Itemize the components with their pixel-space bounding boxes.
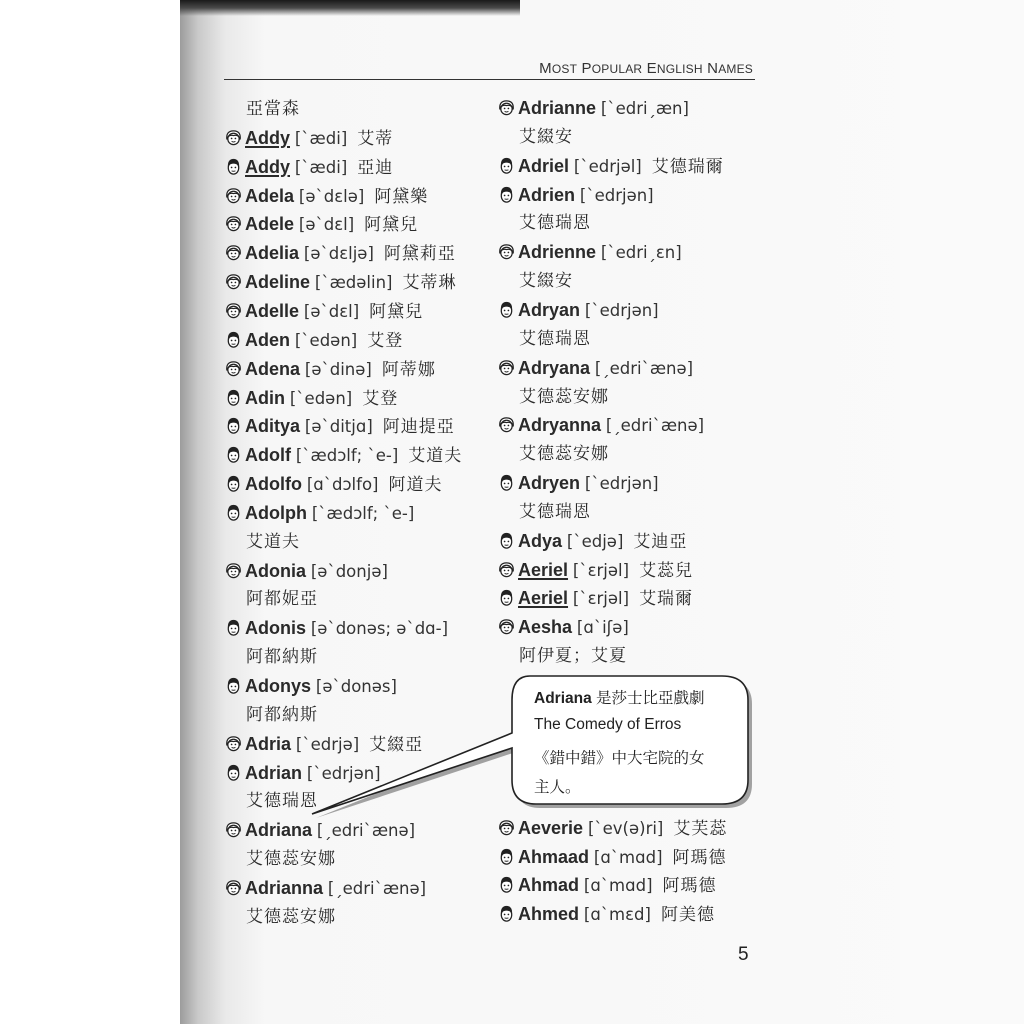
entry-name: Adena: [245, 358, 301, 379]
pronunciation: [əˋdonəs; əˋdɑ-]: [310, 619, 449, 639]
pronunciation: [ˋædɔlf; ˋe-]: [295, 446, 399, 466]
chinese-translation: 艾德瑞恩: [246, 791, 318, 812]
entry-name: Adrienne: [518, 242, 597, 263]
pronunciation: [ˋedən]: [294, 330, 358, 350]
entry-name: Adryen: [518, 473, 581, 494]
chinese-translation: 艾蒂琳: [402, 273, 457, 294]
entry-name: Adonys: [245, 676, 312, 696]
chinese-translation: 亞迪: [357, 157, 394, 178]
entry-name: Aesha: [518, 617, 573, 638]
entry-name: Ahmaad: [518, 846, 590, 867]
running-header: MOST POPULAR ENGLISH NAMES: [539, 60, 753, 77]
pronunciation: [ˋedrjən]: [306, 763, 381, 783]
chinese-translation: 艾登: [367, 330, 404, 351]
pronunciation: [ˋedrjən]: [579, 185, 654, 205]
chinese-translation: 阿迪提亞: [382, 417, 455, 438]
chinese-translation: 阿都妮亞: [246, 589, 318, 610]
entry-name: Adela: [245, 185, 295, 206]
entry-name: Adelle: [245, 300, 300, 321]
entry-name: Adele: [245, 214, 295, 235]
chinese-translation: 阿都納斯: [246, 704, 318, 725]
pronunciation: [ˋɛrjəl]: [572, 560, 630, 580]
chinese-translation: 阿道夫: [388, 475, 443, 496]
callout-line-3: 《錯中錯》中大宅院的女: [534, 750, 705, 767]
pronunciation: [ɑˋmɛd]: [583, 905, 651, 925]
pronunciation: [əˋdɛljə]: [303, 244, 374, 264]
chinese-translation: 阿蒂娜: [381, 359, 436, 380]
chinese-translation: 阿黛莉亞: [383, 244, 456, 265]
chinese-translation: 阿都納斯: [246, 647, 318, 668]
entry-name: Adrianna: [245, 877, 324, 898]
chinese-translation: 艾德蕊安娜: [519, 386, 609, 407]
entry-name: Adria: [245, 733, 292, 754]
entry-name: Aeriel: [518, 588, 569, 609]
chinese-translation: 艾蕊兒: [639, 560, 694, 581]
chinese-translation: 艾德蕊安娜: [519, 444, 609, 465]
entry-name: Adriel: [518, 155, 570, 176]
entry-name: Adryanna: [518, 415, 602, 436]
pronunciation: [ˋedjə]: [566, 531, 624, 551]
chinese-translation: 艾德蕊安娜: [246, 906, 336, 927]
entry-name: Aditya: [245, 416, 301, 437]
entry-name: Adya: [518, 530, 563, 551]
pronunciation: [əˋdonəs]: [315, 677, 397, 696]
pronunciation: [ˋedrjəl]: [573, 156, 642, 176]
chinese-translation: 艾德瑞恩: [519, 328, 591, 349]
pronunciation: [əˋdɛlə]: [298, 186, 365, 206]
entry-name: Ahmed: [518, 904, 580, 925]
chinese-translation: 艾迪亞: [633, 531, 688, 552]
pronunciation: [ˏedriˋænə]: [316, 821, 416, 841]
chinese-translation: 阿黛兒: [369, 301, 424, 322]
chinese-translation: 艾德蕊安娜: [246, 849, 336, 870]
pronunciation: [ˏedriˋænə]: [327, 878, 427, 898]
pronunciation: [əˋdɛl]: [298, 215, 355, 235]
pronunciation: [ˋɛrjəl]: [572, 589, 630, 609]
chinese-translation: 阿美德: [660, 905, 715, 926]
entry-name: Adriana: [245, 820, 313, 841]
pronunciation: [ˋedriˏæn]: [600, 99, 689, 118]
entry-name: Adelia: [245, 243, 300, 264]
callout-line-1: Adriana 是莎士比亞戲劇: [534, 690, 705, 707]
chinese-translation: 艾德瑞爾: [651, 156, 724, 177]
chinese-translation: 艾蒂: [357, 128, 394, 149]
entry-name: Adolf: [245, 445, 291, 466]
pronunciation: [ˋedrjən]: [584, 300, 659, 320]
pronunciation: [ˋædəlin]: [314, 273, 393, 293]
callout-line-4: 主人。: [534, 779, 581, 796]
pronunciation: [ˏedriˋænə]: [594, 358, 694, 378]
chinese-translation: 艾德瑞恩: [519, 501, 591, 522]
entry-name: Adolfo: [245, 474, 302, 495]
pronunciation: [ˋedriˏɛn]: [600, 243, 682, 263]
pronunciation: [ˋedrjən]: [584, 474, 659, 494]
chinese-translation: 阿伊夏；艾夏: [519, 646, 627, 667]
pronunciation: [əˋdɛl]: [303, 301, 360, 321]
entry-name: Adeline: [245, 272, 311, 293]
pronunciation: [ˏedriˋænə]: [605, 416, 705, 436]
chinese-translation: 艾綴亞: [369, 734, 424, 755]
chinese-translation: 艾綴安: [519, 271, 573, 292]
pronunciation: [ˋedən]: [289, 388, 353, 408]
chinese-translation: 阿黛兒: [364, 215, 419, 236]
chinese-translation: 阿黛樂: [374, 186, 429, 207]
entry-name: Aeverie: [518, 818, 584, 838]
pronunciation: [ɑˋmɑd]: [593, 847, 663, 867]
entry-name: Adonis: [245, 618, 306, 639]
pronunciation: [ˋædɔlf; ˋe-]: [311, 503, 415, 523]
pronunciation: [ɑˋdɔlfo]: [306, 475, 379, 495]
chinese-translation: 艾德瑞恩: [519, 213, 591, 234]
entry-name: Aeriel: [518, 559, 569, 580]
chinese-translation: 亞當森: [246, 99, 300, 119]
entry-name: Adryan: [518, 299, 581, 320]
entry-name: Aden: [245, 329, 290, 350]
chinese-translation: 艾道夫: [408, 446, 463, 467]
chinese-translation: 艾綴安: [519, 126, 573, 147]
entry-name: Adrian: [245, 762, 303, 783]
page-number: 5: [738, 944, 749, 965]
entry-name: Adrianne: [518, 98, 597, 118]
entry-name: Addy: [245, 127, 290, 148]
entry-name: Adin: [245, 387, 285, 408]
pronunciation: [əˋditjɑ]: [304, 417, 373, 437]
entry-name: Ahmad: [518, 875, 580, 896]
entry-name: Adonia: [245, 560, 306, 581]
pronunciation: [ˋædi]: [294, 157, 348, 177]
pronunciation: [əˋdonjə]: [310, 561, 388, 581]
entry-name: Adolph: [245, 502, 307, 523]
pronunciation: [ˋædi]: [294, 128, 348, 148]
entry-name: Addy: [245, 156, 290, 177]
pronunciation: [əˋdinə]: [304, 359, 372, 379]
chinese-translation: 艾登: [362, 388, 399, 409]
callout-text: [514, 676, 740, 796]
pronunciation: [ˋedrjə]: [295, 734, 360, 754]
chinese-translation: 艾瑞爾: [639, 589, 694, 610]
chinese-translation: 艾芙蕊: [673, 819, 728, 839]
pronunciation: [ɑˋmɑd]: [583, 876, 653, 896]
chinese-translation: 阿瑪德: [672, 847, 727, 868]
chinese-translation: 艾道夫: [246, 531, 300, 552]
pronunciation: [ˋev(ə)ri]: [587, 819, 664, 838]
entry-name: Adryana: [518, 357, 591, 378]
callout-line-2: The Comedy of Erros: [534, 716, 682, 733]
chinese-translation: 阿瑪德: [662, 876, 717, 897]
entry-name: Adrien: [518, 184, 576, 205]
pronunciation: [ɑˋiʃə]: [576, 618, 629, 638]
